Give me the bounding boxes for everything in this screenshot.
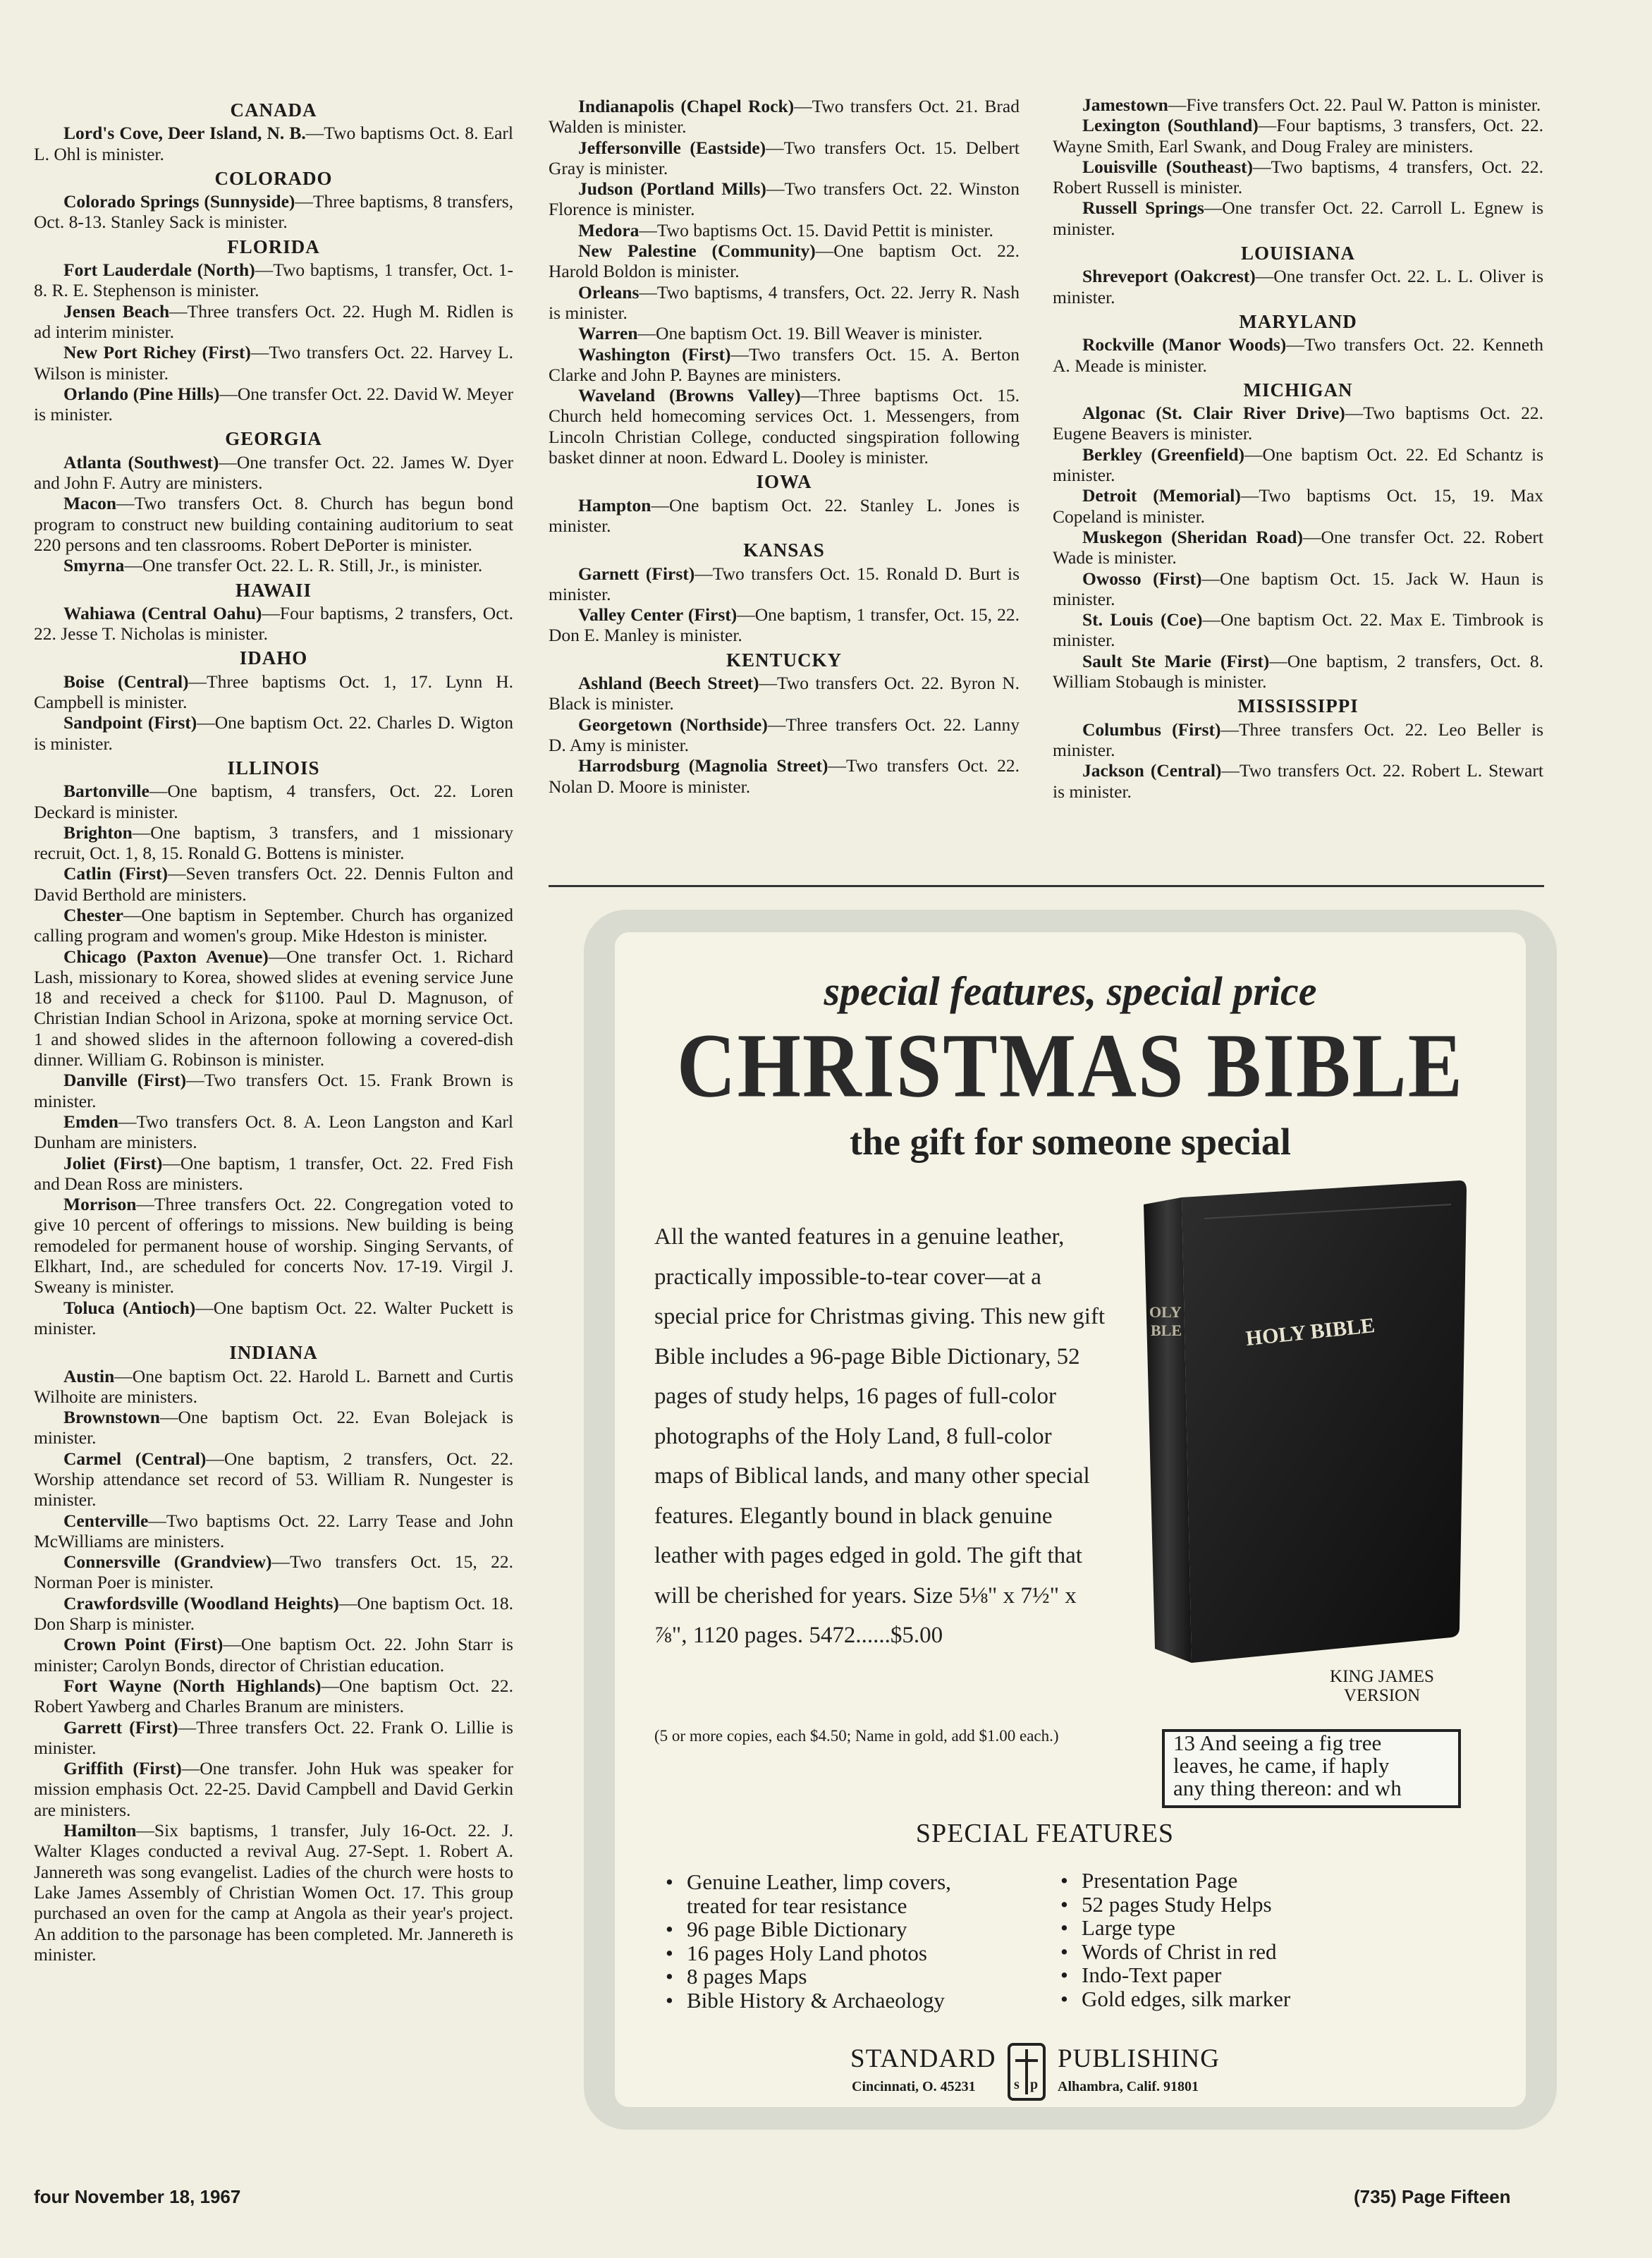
church-report	[34, 1758, 513, 1820]
report-text: —Two transfers Oct. 15. Delbert Gray is minister.	[549, 137, 1020, 178]
church-report	[34, 671, 513, 713]
church-name: Carmel (Central)	[63, 1448, 207, 1469]
report-text: —Two baptisms Oct. 22. Larry Tease and John McWilliams are ministers.	[34, 1510, 513, 1551]
church-name: Sandpoint (First)	[63, 712, 197, 733]
report-text: —One baptism Oct. 22. Max E. Timbrook is minister.	[1053, 609, 1543, 651]
church-name: Garrett (First)	[63, 1716, 178, 1738]
ad-tagline: special features, special price	[824, 968, 1317, 1014]
report-text: —One transfer Oct. 1. Richard Lash, missionary to Korea, showed slides at evening service June 18 and received a check for $1100. Paul D. Magnuson, of Christian Indian School in Arizona, spoke at morning service Oct. 1 and showed slides in the afternoon following a covered-dish dinner. William G. Robinson is minister.	[34, 946, 513, 1070]
church-report	[34, 384, 513, 425]
report-text: —Three transfers Oct. 22. Frank O. Lillie is minister.	[34, 1716, 513, 1758]
church-report	[1053, 403, 1543, 444]
church-report	[549, 495, 1020, 537]
church-report	[1053, 266, 1543, 307]
report-text: —Two baptisms Oct. 15, 19. Max Copeland is minister.	[1053, 485, 1543, 527]
church-name: Judson (Portland Mills)	[578, 178, 766, 200]
report-text: —Three transfers Oct. 22. Lanny D. Amy is minister.	[549, 714, 1020, 755]
bullet-icon: •	[666, 1940, 673, 1965]
feature-item	[1058, 1963, 1424, 1987]
church-name: Brownstown	[63, 1407, 160, 1428]
church-name: Columbus (First)	[1082, 719, 1221, 740]
report-text: —Two transfers Oct. 15, 22. Norman Poer is minister.	[34, 1551, 513, 1593]
church-name: Owosso (First)	[1082, 568, 1202, 589]
church-report	[34, 342, 513, 384]
report-text: —One transfer Oct. 22. David W. Meyer is minister.	[34, 383, 513, 425]
church-report	[34, 863, 513, 905]
state-heading: HAWAII	[235, 579, 312, 601]
feature-item	[663, 1965, 1044, 1989]
church-name: Ashland (Beech Street)	[578, 673, 759, 694]
church-report	[1053, 568, 1543, 610]
state-heading: GEORGIA	[225, 428, 322, 450]
church-name: Lord's Cove, Deer Island, N. B.	[63, 123, 306, 144]
bullet-icon: •	[1060, 1986, 1068, 2011]
report-text: —Five transfers Oct. 22. Paul W. Patton is minister.	[1168, 94, 1541, 115]
news-column-3	[1053, 94, 1543, 802]
church-report	[34, 1820, 513, 1965]
report-text: —One transfer Oct. 22. Robert Wade is minister.	[1053, 526, 1543, 568]
report-text: —Two baptisms Oct. 8. Earl L. Ohl is minister.	[34, 123, 513, 164]
state-heading: IOWA	[756, 471, 812, 493]
church-name: Macon	[63, 493, 117, 514]
report-text: —One baptism Oct. 22. Ed Schantz is minister.	[1053, 444, 1543, 486]
report-text: —One baptism in September. Church has organized calling program and women's group. Mike Hdeston is minister.	[34, 904, 513, 946]
church-report	[34, 1634, 513, 1676]
church-report	[549, 282, 1020, 324]
bullet-icon: •	[1060, 1963, 1068, 1987]
church-report	[549, 178, 1020, 220]
church-name: Atlanta (Southwest)	[63, 451, 219, 472]
church-report	[34, 301, 513, 343]
feature-item	[663, 1941, 1044, 1965]
church-name: Fort Lauderdale (North)	[63, 260, 255, 281]
state-heading: MISSISSIPPI	[1237, 695, 1359, 717]
church-report	[34, 946, 513, 1070]
church-report	[34, 712, 513, 754]
church-name: Waveland (Browns Valley)	[578, 385, 801, 406]
feature-item	[1058, 1987, 1424, 2011]
report-text: —One transfer Oct. 22. James W. Dyer and John F. Autry are ministers.	[34, 451, 514, 494]
church-name: Shreveport (Oakcrest)	[1082, 266, 1256, 287]
publisher-name-left: STANDARD	[850, 2044, 996, 2073]
bible-image	[1141, 1176, 1469, 1664]
church-name: Hampton	[578, 494, 651, 515]
church-name: Hamilton	[63, 1820, 137, 1841]
church-name: Detroit (Memorial)	[1082, 485, 1241, 506]
report-text: —One baptism Oct. 22. Walter Puckett is minister.	[34, 1297, 513, 1338]
church-report	[549, 385, 1020, 468]
feature-text: Indo-Text paper	[1082, 1963, 1222, 1987]
church-name: Lexington (Southland)	[1082, 115, 1259, 136]
features-list-left	[663, 1870, 1044, 2012]
church-name: Indianapolis (Chapel Rock)	[578, 96, 795, 116]
church-name: St. Louis (Coe)	[1082, 609, 1203, 630]
report-text: —Two transfers Oct. 8. Church has begun bond program to construct new building containing auditorium to seat 220 persons and ten classrooms. Robert DePorter is minister.	[34, 493, 513, 555]
church-report	[1053, 197, 1543, 239]
church-name: Connersville (Grandview)	[63, 1551, 272, 1573]
church-report	[549, 240, 1020, 282]
news-column-2	[549, 96, 1020, 797]
scripture-line-1: 13 And seeing a fig tree	[1173, 1731, 1382, 1755]
church-name: Russell Springs	[1082, 197, 1204, 219]
report-text: —One baptism Oct. 22. Harold L. Barnett and Curtis Wilhoite are ministers.	[34, 1365, 513, 1407]
church-report	[1053, 651, 1543, 692]
church-name: Bartonville	[63, 781, 149, 802]
report-text: —Three baptisms Oct. 15. Church held homecoming services Oct. 1. Messengers, from Lincoln Christian College, conducted singspiration following basket dinner at noon. Edward L. Dooley is minister.	[549, 385, 1020, 468]
bullet-icon: •	[666, 1869, 673, 1894]
caption-line-1: KING JAMES	[1330, 1667, 1434, 1686]
state-heading: ILLINOIS	[227, 757, 320, 779]
report-text: —Four baptisms, 2 transfers, Oct. 22. Jesse T. Nicholas is minister.	[34, 602, 513, 645]
report-text: —One transfer Oct. 22. L. R. Still, Jr., is minister.	[124, 555, 483, 576]
church-name: Jackson (Central)	[1082, 760, 1222, 781]
church-report	[1053, 334, 1543, 376]
church-report	[34, 555, 513, 575]
church-name: Smyrna	[63, 555, 125, 576]
report-text: —Two transfers Oct. 15. Ronald D. Burt is minister.	[549, 563, 1020, 604]
report-text: —One transfer Oct. 22. L. L. Oliver is minister.	[1053, 266, 1543, 307]
feature-text: 96 page Bible Dictionary	[687, 1917, 907, 1941]
church-report	[1053, 760, 1543, 802]
church-name: Wahiawa (Central Oahu)	[63, 602, 262, 623]
feature-item	[1058, 1893, 1424, 1917]
church-name: Louisville (Southeast)	[1082, 156, 1254, 177]
report-text: —Two transfers Oct. 21. Brad Walden is minister.	[549, 96, 1020, 138]
publisher-logo-icon	[1007, 2042, 1046, 2101]
church-report	[549, 96, 1020, 138]
church-name: Chester	[63, 904, 123, 925]
church-name: Rockville (Manor Woods)	[1082, 334, 1287, 355]
report-text: —One baptism, 3 transfers, and 1 missionary recruit, Oct. 1, 8, 15. Ronald G. Bottens is minister.	[34, 822, 513, 864]
report-text: —One baptism Oct. 15. Jack W. Haun is minister.	[1053, 568, 1543, 609]
state-heading: KENTUCKY	[726, 649, 842, 671]
church-name: Fort Wayne (North Highlands)	[63, 1675, 322, 1696]
report-text: —One transfer. John Huk was speaker for mission emphasis Oct. 22-25. David Campbell and David Gerkin are ministers.	[34, 1758, 514, 1820]
report-text: —One baptism Oct. 22. Evan Bolejack is minister.	[34, 1407, 513, 1448]
church-report	[549, 220, 1020, 240]
footer-date: four November 18, 1967	[34, 2186, 241, 2207]
church-name: Sault Ste Marie (First)	[1082, 650, 1270, 671]
church-report	[549, 673, 1020, 714]
church-report	[34, 1551, 513, 1593]
feature-item	[663, 1917, 1044, 1941]
report-text: —One baptism, 2 transfers, Oct. 22. Worship attendance set record of 53. William R. Nungester is minister.	[34, 1448, 514, 1511]
report-text: —Four baptisms, 3 transfers, Oct. 22. Wayne Smith, Earl Swank, and Doug Fraley are ministers.	[1053, 115, 1543, 157]
church-report	[34, 1298, 513, 1339]
church-name: Colorado Springs (Sunnyside)	[63, 191, 295, 212]
church-name: Berkley (Greenfield)	[1082, 444, 1244, 465]
report-text: —Two baptisms, 1 transfer, Oct. 1-8. R. E. Stephenson is minister.	[34, 260, 513, 301]
church-report	[34, 1153, 513, 1195]
report-text: —Two transfers Oct. 15. Frank Brown is minister.	[34, 1070, 513, 1111]
church-name: Garnett (First)	[578, 563, 695, 584]
church-name: Washington (First)	[578, 343, 731, 365]
report-text: —One baptism Oct. 22. Harold Boldon is minister.	[549, 240, 1020, 282]
features-heading: SPECIAL FEATURES	[915, 1819, 1175, 1848]
feature-text: 16 pages Holy Land photos	[687, 1940, 927, 1965]
church-report	[34, 1070, 513, 1111]
feature-item	[1058, 1916, 1424, 1940]
church-name: Centerville	[63, 1510, 149, 1531]
report-text: —Three baptisms, 8 transfers, Oct. 8-13. Stanley Sack is minister.	[34, 191, 513, 233]
feature-item	[1058, 1940, 1424, 1964]
church-name: Orlando (Pine Hills)	[63, 383, 220, 404]
feature-item	[663, 1870, 1044, 1894]
church-report	[34, 123, 513, 164]
ad-body-text: All the wanted features in a genuine leather, practically impossible-to-tear cover—at a special price for Christmas giving. This new gift Bible includes a 96-page Bible Dictionary, 52 pages of study helps, 16 pages of full-color photographs of the Holy Land, 8 full-color maps of Biblical lands, and many other special features. Elegantly bound in black genuine leather with pages edged in gold. The gift that will be cherished for years. Size 5⅛" x 7½" x ⅞", 1120 pages. 5472......$5.00	[654, 1224, 1106, 1648]
state-heading: INDIANA	[229, 1342, 318, 1364]
church-report	[549, 344, 1020, 386]
report-text: —Two transfers Oct. 22. Byron N. Black is minister.	[549, 673, 1020, 714]
church-name: Medora	[578, 219, 640, 240]
report-text: —Two baptisms, 4 transfers, Oct. 22. Robert Russell is minister.	[1053, 156, 1543, 198]
ad-title: CHRISTMAS BIBLE	[676, 1015, 1464, 1117]
church-report	[549, 563, 1020, 605]
church-report	[34, 1111, 513, 1153]
church-report	[34, 1717, 513, 1759]
feature-text: Presentation Page	[1082, 1868, 1238, 1893]
church-name: Morrison	[63, 1194, 137, 1215]
feature-item	[663, 1989, 1044, 2013]
bible-cover-text: HOLY BIBLE	[1244, 1313, 1376, 1350]
report-text: —Two transfers Oct. 22. Winston Florence is minister.	[549, 178, 1020, 220]
church-report	[34, 191, 513, 233]
feature-text: 52 pages Study Helps	[1082, 1891, 1272, 1917]
church-name: Emden	[63, 1111, 118, 1132]
ad-price-note: (5 or more copies, each $4.50; Name in gold, add $1.00 each.)	[654, 1727, 1059, 1745]
church-name: Austin	[63, 1365, 115, 1386]
church-name: Georgetown (Northside)	[578, 714, 768, 735]
ad-subtitle: the gift for someone special	[850, 1121, 1291, 1163]
church-report	[34, 905, 513, 946]
church-report	[1053, 527, 1543, 568]
church-name: Warren	[578, 323, 638, 344]
church-report	[1053, 609, 1543, 651]
publisher-address-right: Alhambra, Calif. 91801	[1058, 2079, 1199, 2094]
church-report	[1053, 719, 1543, 761]
svg-text:s: s	[1014, 2077, 1020, 2092]
feature-text: 8 pages Maps	[687, 1964, 807, 1989]
church-report	[1053, 444, 1543, 486]
church-name: Crown Point (First)	[63, 1634, 224, 1655]
report-text: —Two transfers Oct. 22. Kenneth A. Meade is minister.	[1053, 334, 1543, 376]
report-text: —Three transfers Oct. 22. Leo Beller is minister.	[1053, 719, 1543, 760]
report-text: —Two transfers Oct. 22. Harvey L. Wilson is minister.	[34, 342, 513, 384]
footer-page-number: (735) Page Fifteen	[1354, 2186, 1511, 2207]
church-report	[549, 604, 1020, 646]
feature-text: Bible History & Archaeology	[687, 1987, 945, 2013]
bullet-icon: •	[666, 1917, 673, 1941]
church-name: Orleans	[578, 281, 640, 303]
feature-text: treated for tear resistance	[687, 1893, 907, 1918]
svg-text:BLE: BLE	[1151, 1322, 1182, 1339]
church-name: Crawfordsville (Woodland Heights)	[63, 1592, 339, 1613]
report-text: —Two transfers Oct. 22. Nolan D. Moore is minister.	[549, 755, 1020, 797]
bullet-icon: •	[666, 1987, 673, 2013]
report-text: —One baptism Oct. 18. Don Sharp is minister.	[34, 1592, 513, 1635]
church-report	[34, 1448, 513, 1511]
svg-text:p: p	[1030, 2077, 1039, 2092]
report-text: —One baptism Oct. 22. Robert Yawberg and Charles Branum are ministers.	[34, 1675, 513, 1717]
feature-item	[1058, 1869, 1424, 1893]
church-name: Joliet (First)	[63, 1152, 163, 1173]
report-text: —One baptism, 1 transfer, Oct. 15, 22. Don E. Manley is minister.	[549, 604, 1020, 646]
bible-caption	[1311, 1667, 1452, 1705]
bullet-icon: •	[1060, 1891, 1068, 1917]
church-report	[34, 1194, 513, 1297]
report-text: —Two baptisms, 4 transfers, Oct. 22. Jerry R. Nash is minister.	[549, 281, 1020, 323]
church-name: Catlin (First)	[63, 863, 168, 884]
church-report	[34, 822, 513, 864]
church-report	[34, 1511, 513, 1552]
report-text: —One baptism Oct. 22. Stanley L. Jones is minister.	[549, 494, 1020, 536]
report-text: —Two baptisms Oct. 22. Eugene Beavers is minister.	[1053, 403, 1543, 444]
feature-text: Words of Christ in red	[1082, 1939, 1277, 1964]
church-report	[34, 1593, 513, 1635]
feature-text: Large type	[1082, 1915, 1175, 1940]
report-text: —Two baptisms Oct. 15. David Pettit is minister.	[639, 219, 993, 240]
report-text: —Two transfers Oct. 22. Robert L. Stewart is minister.	[1053, 760, 1543, 802]
report-text: —Three transfers Oct. 22. Congregation voted to give 10 percent of offerings to missions. New building is being remodeled for permanent house of worship. Singing Servants, of Elkhart, Ind., are scheduled for concerts Nov. 17-19. Virgil J. Sweany is minister.	[34, 1194, 513, 1298]
report-text: —One baptism Oct. 22. Charles D. Wigton is minister.	[34, 712, 513, 754]
church-report	[1053, 485, 1543, 527]
church-report	[34, 1366, 513, 1408]
church-name: Danville (First)	[63, 1070, 187, 1091]
church-report	[1053, 157, 1543, 198]
publisher-name-right: PUBLISHING	[1058, 2044, 1220, 2073]
church-report	[549, 714, 1020, 756]
church-name: Jeffersonville (Eastside)	[578, 137, 766, 158]
state-heading: LOUISIANA	[1240, 243, 1356, 264]
state-heading: KANSAS	[743, 539, 825, 561]
state-heading: FLORIDA	[227, 236, 320, 257]
bullet-icon: •	[666, 1964, 673, 1989]
bullet-icon: •	[1060, 1868, 1068, 1893]
feature-text: Gold edges, silk marker	[1082, 1986, 1291, 2011]
church-report	[549, 755, 1020, 797]
svg-text:OLY: OLY	[1149, 1303, 1182, 1321]
report-text: —Two transfers Oct. 15. A. Berton Clarke and John P. Baynes are ministers.	[549, 343, 1020, 385]
feature-text: Genuine Leather, limp covers,	[687, 1869, 951, 1894]
church-report	[34, 452, 513, 494]
church-name: New Palestine (Community)	[578, 240, 816, 262]
church-report	[34, 493, 513, 555]
church-name: Boise (Central)	[63, 671, 189, 692]
church-report	[1053, 94, 1543, 115]
bullet-icon: •	[1060, 1939, 1068, 1964]
church-name: Jamestown	[1082, 94, 1168, 115]
report-text: —Six baptisms, 1 transfer, July 16-Oct. 22. J. Walter Klages conducted a revival Aug. 27-Sept. 1. Robert A. Jannereth was song evangelist. Ladies of the church were hosts to Lake James Assembly of Christian Women Oct. 17. This group purchased an oven for the camp at Angola as their year's project. An addition to the parsonage has been completed. Mr. Jannereth is minister.	[34, 1820, 513, 1965]
church-name: Algonac (St. Clair River Drive)	[1082, 403, 1345, 424]
features-list-right	[1058, 1869, 1424, 2010]
report-text: —Three baptisms Oct. 1, 17. Lynn H. Campbell is minister.	[34, 671, 513, 713]
caption-line-2: VERSION	[1343, 1686, 1421, 1705]
church-name: Toluca (Antioch)	[63, 1297, 196, 1318]
report-text: —Three transfers Oct. 22. Hugh M. Ridlen is ad interim minister.	[34, 300, 513, 342]
church-report	[34, 603, 513, 645]
church-report	[34, 1407, 513, 1448]
church-name: Muskegon (Sheridan Road)	[1082, 526, 1303, 547]
report-text: —One transfer Oct. 22. Carroll L. Egnew is minister.	[1053, 197, 1543, 239]
report-text: —One baptism, 4 transfers, Oct. 22. Loren Deckard is minister.	[34, 781, 513, 822]
state-heading: COLORADO	[214, 167, 333, 189]
state-heading: MARYLAND	[1239, 310, 1357, 332]
church-name: Griffith (First)	[63, 1758, 182, 1779]
church-report	[34, 260, 513, 301]
state-heading: IDAHO	[239, 647, 308, 669]
church-report	[1053, 115, 1543, 157]
church-name: Brighton	[63, 822, 133, 843]
publisher-address-left: Cincinnati, O. 45231	[852, 2079, 976, 2094]
church-report	[549, 138, 1020, 179]
church-report	[34, 1676, 513, 1717]
feature-item	[663, 1894, 1044, 1918]
church-name: Valley Center (First)	[578, 604, 738, 625]
section-divider	[549, 885, 1544, 887]
report-text: —One baptism, 2 transfers, Oct. 8. William Stobaugh is minister.	[1053, 650, 1543, 692]
church-report	[34, 781, 513, 822]
church-name: New Port Richey (First)	[63, 342, 251, 363]
report-text: —One baptism Oct. 22. John Starr is minister; Carolyn Bonds, director of Christian education.	[34, 1634, 513, 1676]
bullet-icon: •	[1060, 1915, 1068, 1940]
state-heading: MICHIGAN	[1243, 379, 1353, 401]
report-text: —One baptism, 1 transfer, Oct. 22. Fred Fish and Dean Ross are ministers.	[34, 1152, 514, 1194]
report-text: —Two transfers Oct. 8. A. Leon Langston and Karl Dunham are ministers.	[34, 1111, 513, 1153]
scripture-sample	[1162, 1729, 1461, 1808]
scripture-line-3: any thing thereon: and wh	[1173, 1776, 1402, 1800]
scripture-line-2: leaves, he came, if haply	[1173, 1753, 1390, 1778]
church-name: Chicago (Paxton Avenue)	[63, 946, 269, 967]
state-heading: CANADA	[230, 99, 317, 121]
church-name: Harrodsburg (Magnolia Street)	[578, 755, 828, 776]
report-text: —One baptism Oct. 19. Bill Weaver is minister.	[637, 323, 983, 344]
news-column-1	[34, 96, 513, 1965]
report-text: —Seven transfers Oct. 22. Dennis Fulton and David Berthold are ministers.	[34, 863, 513, 905]
church-name: Jensen Beach	[63, 300, 170, 322]
church-report	[549, 323, 1020, 343]
